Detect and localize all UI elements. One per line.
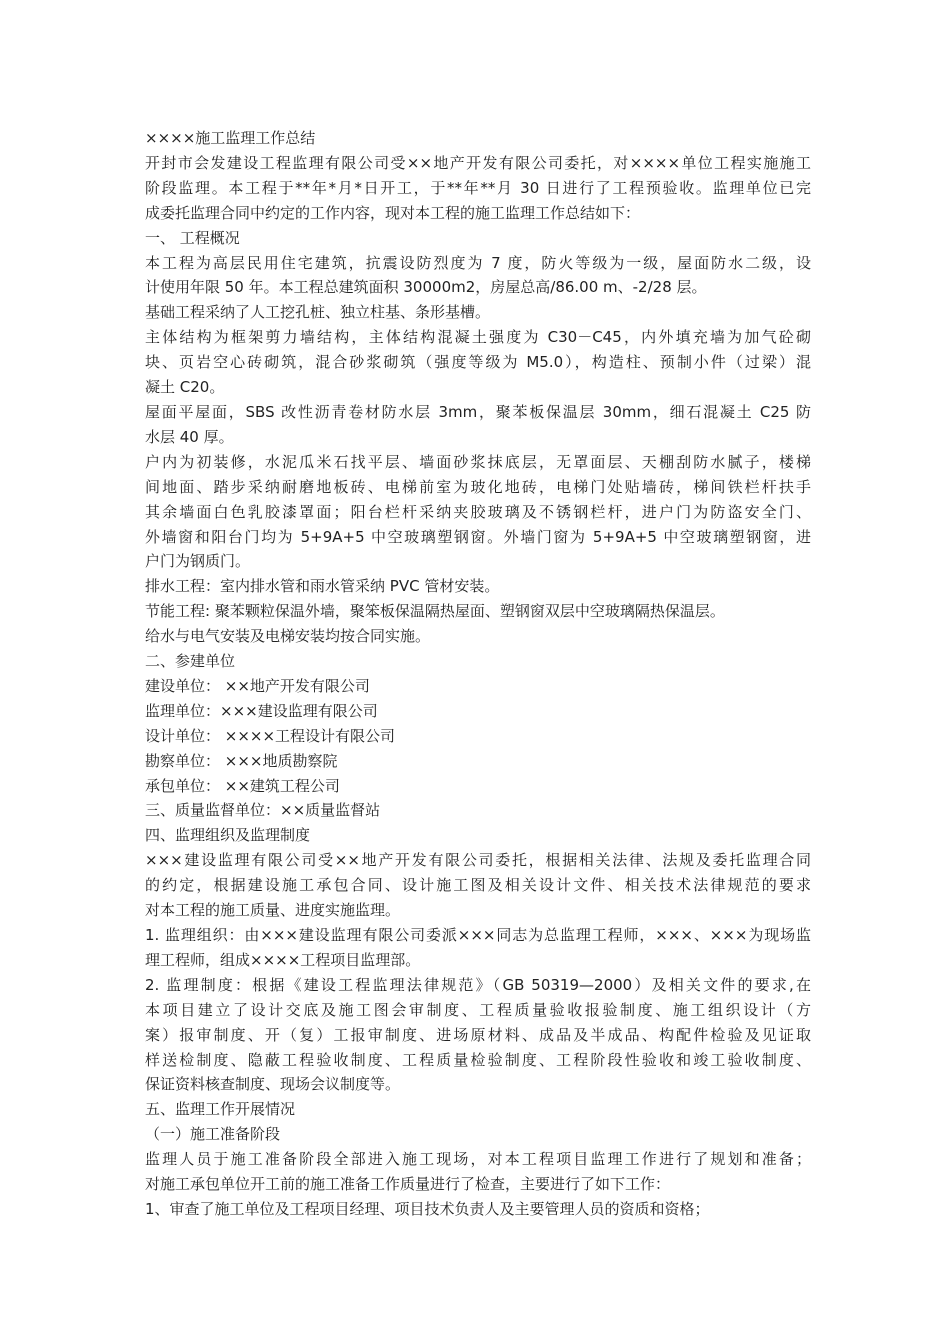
section-4-heading: 四、监理组织及监理制度	[145, 826, 311, 845]
list-item: 勘察单位： ×××地质勘察院	[145, 751, 338, 770]
preparation-stage-paragraph: 监理人员于施工准备阶段全部进入施工现场，对本工程项目监理工作进行了规划和准备； 对施工承包单位开工前的施工准备工作质量进行了检查，主要进行了如下工作：	[145, 1150, 811, 1194]
intro-paragraph: 开封市会发建设工程监理有限公司受××地产开发有限公司委托，对××××单位工程实施施工 阶段监理。本工程于**年*月*日开工，于**年**月 30 日进行了工程预验收。监理单位已完 成委托监理合同中约定的工作内容，现对本工程的施工监理工作总结如下：	[145, 153, 811, 222]
document-body	[145, 126, 811, 1222]
list-item: 设计单位： ××××工程设计有限公司	[145, 726, 396, 745]
subsection-heading: （一）施工准备阶段	[145, 1125, 281, 1144]
supervision-organization-paragraph: 1. 监理组织：由×××建设监理有限公司委派×××同志为总监理工程师，×××、×××为现场监 理工程师，组成××××工程项目监理部。	[145, 926, 811, 969]
supervision-system-paragraph: 2. 监理制度：根据《建设工程监理法律规范》（GB 50319—2000）及相关文件的要求,在 本项目建立了设计交底及施工图会审制度、工程质量验收报验制度、施工组织设计（方 案）报审制度、开（复）工报审制度、进场原材料、成品及半成品、构配件检验及见证取 样送检制度、隐蔽工程验收制度、工程质量检验制度、工程阶段性验收和竣工验收制度、 保证资料核查制度、现场会议制度等。	[145, 975, 811, 1094]
foundation-paragraph: 基础工程采纳了人工挖孔桩、独立柱基、条形基槽。	[145, 303, 491, 322]
installation-paragraph: 给水与电气安装及电梯安装均按合同实施。	[145, 627, 431, 646]
supervision-basis-paragraph: ×××建设监理有限公司受××地产开发有限公司委托，根据相关法律、法规及委托监理合同 的约定，根据建设施工承包合同、设计施工图及相关设计文件、相关技术法律规范的要求 对本工程的施工质量、进度实施监理。	[145, 851, 811, 920]
list-item: 承包单位： ××建筑工程公司	[145, 776, 340, 795]
decoration-paragraph: 户内为初装修，水泥瓜米石找平层、墙面砂浆抹底层，无罩面层、天棚刮防水腻子，楼梯 间地面、踏步采纳耐磨地板砖、电梯前室为玻化地砖，电梯门处贴墙砖，梯间铁栏杆扶手 其余墙面白色乳胶漆罩面；阳台栏杆采纳夹胶玻璃及不锈钢栏杆，进户门为防盗安全门、 外墙窗和阳台门均为 5+9A+5 中空玻璃塑钢窗。外墙门窗为 5+9A+5 中空玻璃塑钢窗，进 户门为钢质门。	[145, 452, 811, 571]
structure-paragraph: 主体结构为框架剪力墙结构，主体结构混凝土强度为 C30－C45，内外填充墙为加气砼砌 块、页岩空心砖砌筑，混合砂浆砌筑（强度等级为 M5.0），构造柱、预制小件（过梁）混 凝土 C20。	[145, 328, 811, 397]
document-title: ××××施工监理工作总结	[145, 129, 316, 147]
section-3-heading: 三、质量监督单位：××质量监督站	[145, 801, 381, 820]
participating-units-list	[145, 674, 811, 799]
section-5-heading: 五、监理工作开展情况	[145, 1100, 296, 1119]
energy-saving-paragraph: 节能工程: 聚苯颗粒保温外墙，聚笨板保温隔热屋面、塑钢窗双层中空玻璃隔热保温层。	[145, 602, 725, 621]
roof-paragraph: 屋面平屋面，SBS 改性沥青卷材防水层 3mm，聚苯板保温层 30mm，细石混凝土 C25 防 水层 40 厚。	[145, 402, 811, 446]
section-1-heading: 一、 工程概况	[145, 228, 240, 247]
drainage-paragraph: 排水工程：室内排水管和雨水管采纳 PVC 管材安装。	[145, 577, 500, 596]
preparation-item-1: 1、审查了施工单位及工程项目经理、项目技术负责人及主要管理人员的资质和资格；	[145, 1199, 710, 1218]
list-item: 建设单位： ××地产开发有限公司	[145, 676, 370, 695]
list-item: 监理单位：×××建设监理有限公司	[145, 701, 378, 720]
section-2-heading: 二、参建单位	[145, 652, 236, 671]
project-overview-paragraph: 本工程为高层民用住宅建筑，抗震设防烈度为 7 度，防火等级为一级，屋面防水二级，设 计使用年限 50 年。本工程总建筑面积 30000m2，房屋总高/86.00 m、-2/28 层。	[145, 253, 811, 297]
